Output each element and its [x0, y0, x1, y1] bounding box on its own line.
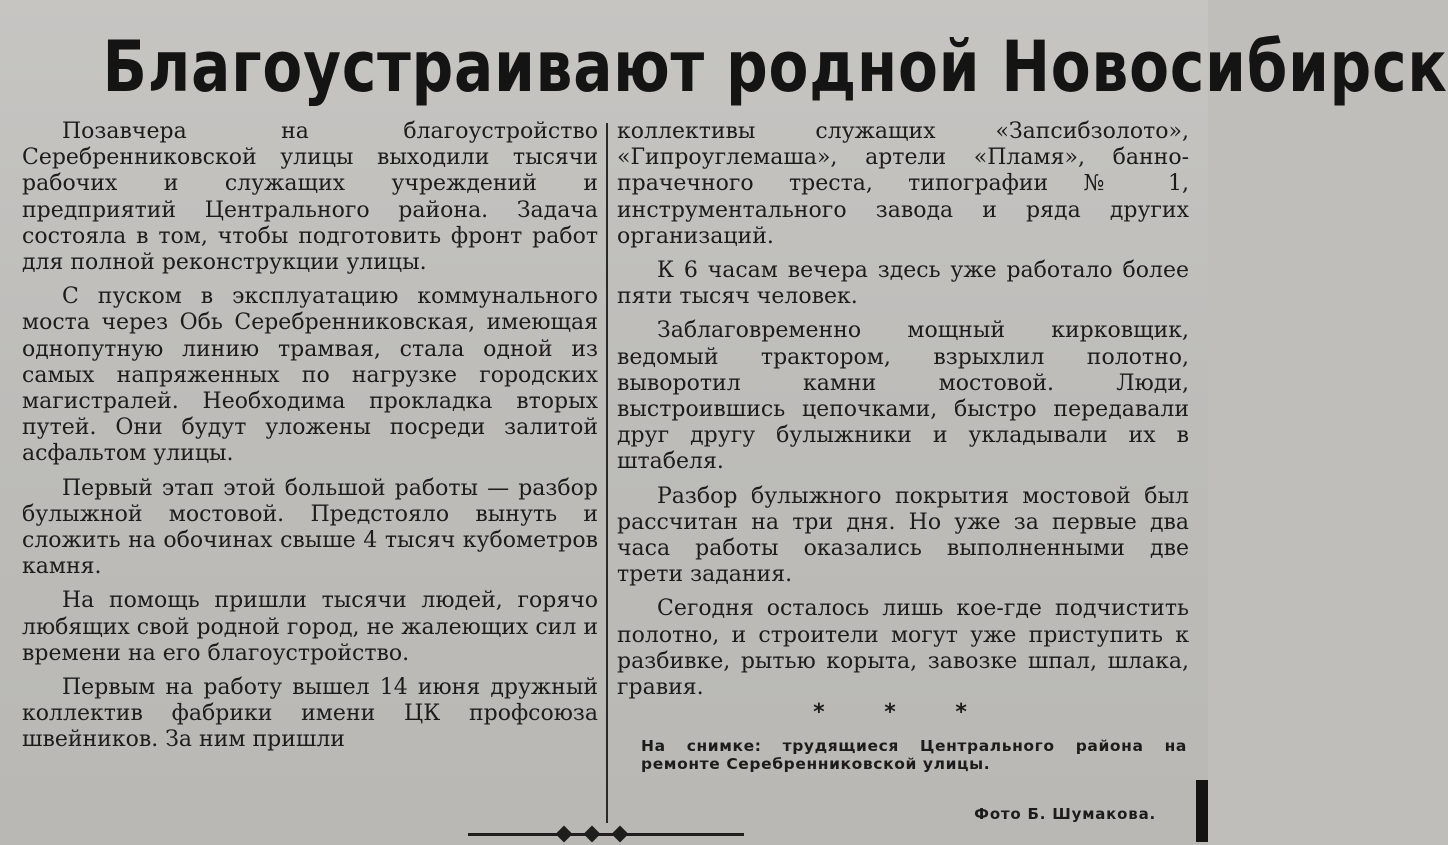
ornament-diamond — [612, 826, 629, 843]
paragraph: К 6 часам вечера здесь уже работало более пяти тысяч человек. — [617, 258, 1189, 310]
ornamental-rule — [468, 826, 744, 842]
paragraph: Позавчера на благоустройство Серебренниковской улицы выходили тысячи рабочих и служащих учреждений и предприятий Центрального района. Задача состояла в том, чтобы подготовить фронт работ для полной реконструкции улицы. — [22, 119, 598, 276]
photo-caption: На снимке: трудящиеся Центрального района на ремонте Серебренниковской улицы. — [641, 737, 1187, 773]
edge-mark — [1196, 780, 1208, 842]
ornament-diamond — [556, 826, 573, 843]
ornament-diamond — [584, 826, 601, 843]
section-separator: * * * — [813, 700, 993, 725]
paragraph: коллективы служащих «Запсибзолото», «Гипроуглемаша», артели «Пламя», банно-прачечного треста, типографии № 1, инструментального завода и ряда других организаций. — [617, 119, 1189, 249]
article-headline: Благоустраивают родной Новосибирск — [102, 26, 1448, 108]
paragraph: Сегодня осталось лишь кое-где подчистить полотно, и строители могут уже приступить к разбивке, рытью корыта, завозке шпал, шлака, гравия. — [617, 596, 1189, 701]
right-column — [617, 119, 1189, 701]
paragraph: На помощь пришли тысячи людей, горячо любящих свой родной город, не жалеющих сил и времени на его благоустройство. — [22, 588, 598, 666]
left-column — [22, 119, 598, 754]
column-divider — [606, 123, 608, 823]
paragraph: Заблаговременно мощный кирковщик, ведомый трактором, взрыхлил полотно, выворотил камни мостовой. Люди, выстроившись цепочками, быстро передавали друг другу булыжники и укладывали их в штабеля. — [617, 318, 1189, 475]
ornament-line — [468, 833, 744, 836]
paragraph: Первый этап этой большой работы — разбор булыжной мостовой. Предстояло вынуть и сложить на обочинах свыше 4 тысяч кубометров камня. — [22, 475, 598, 580]
photo-credit: Фото Б. Шумакова. — [974, 805, 1156, 823]
paragraph: Первым на работу вышел 14 июня дружный коллектив фабрики имени ЦК профсоюза швейников. За ним пришли — [22, 675, 598, 753]
paragraph: С пуском в эксплуатацию коммунального моста через Обь Серебренниковская, имеющая однопутную линию трамвая, стала одной из самых напряженных по нагрузке городских магистралей. Необходима прокладка вторых путей. Они будут уложены посреди залитой асфальтом улицы. — [22, 284, 598, 467]
paragraph: Разбор булыжного покрытия мостовой был рассчитан на три дня. Но уже за первые два часа работы оказались выполненными две трети задания. — [617, 483, 1189, 588]
